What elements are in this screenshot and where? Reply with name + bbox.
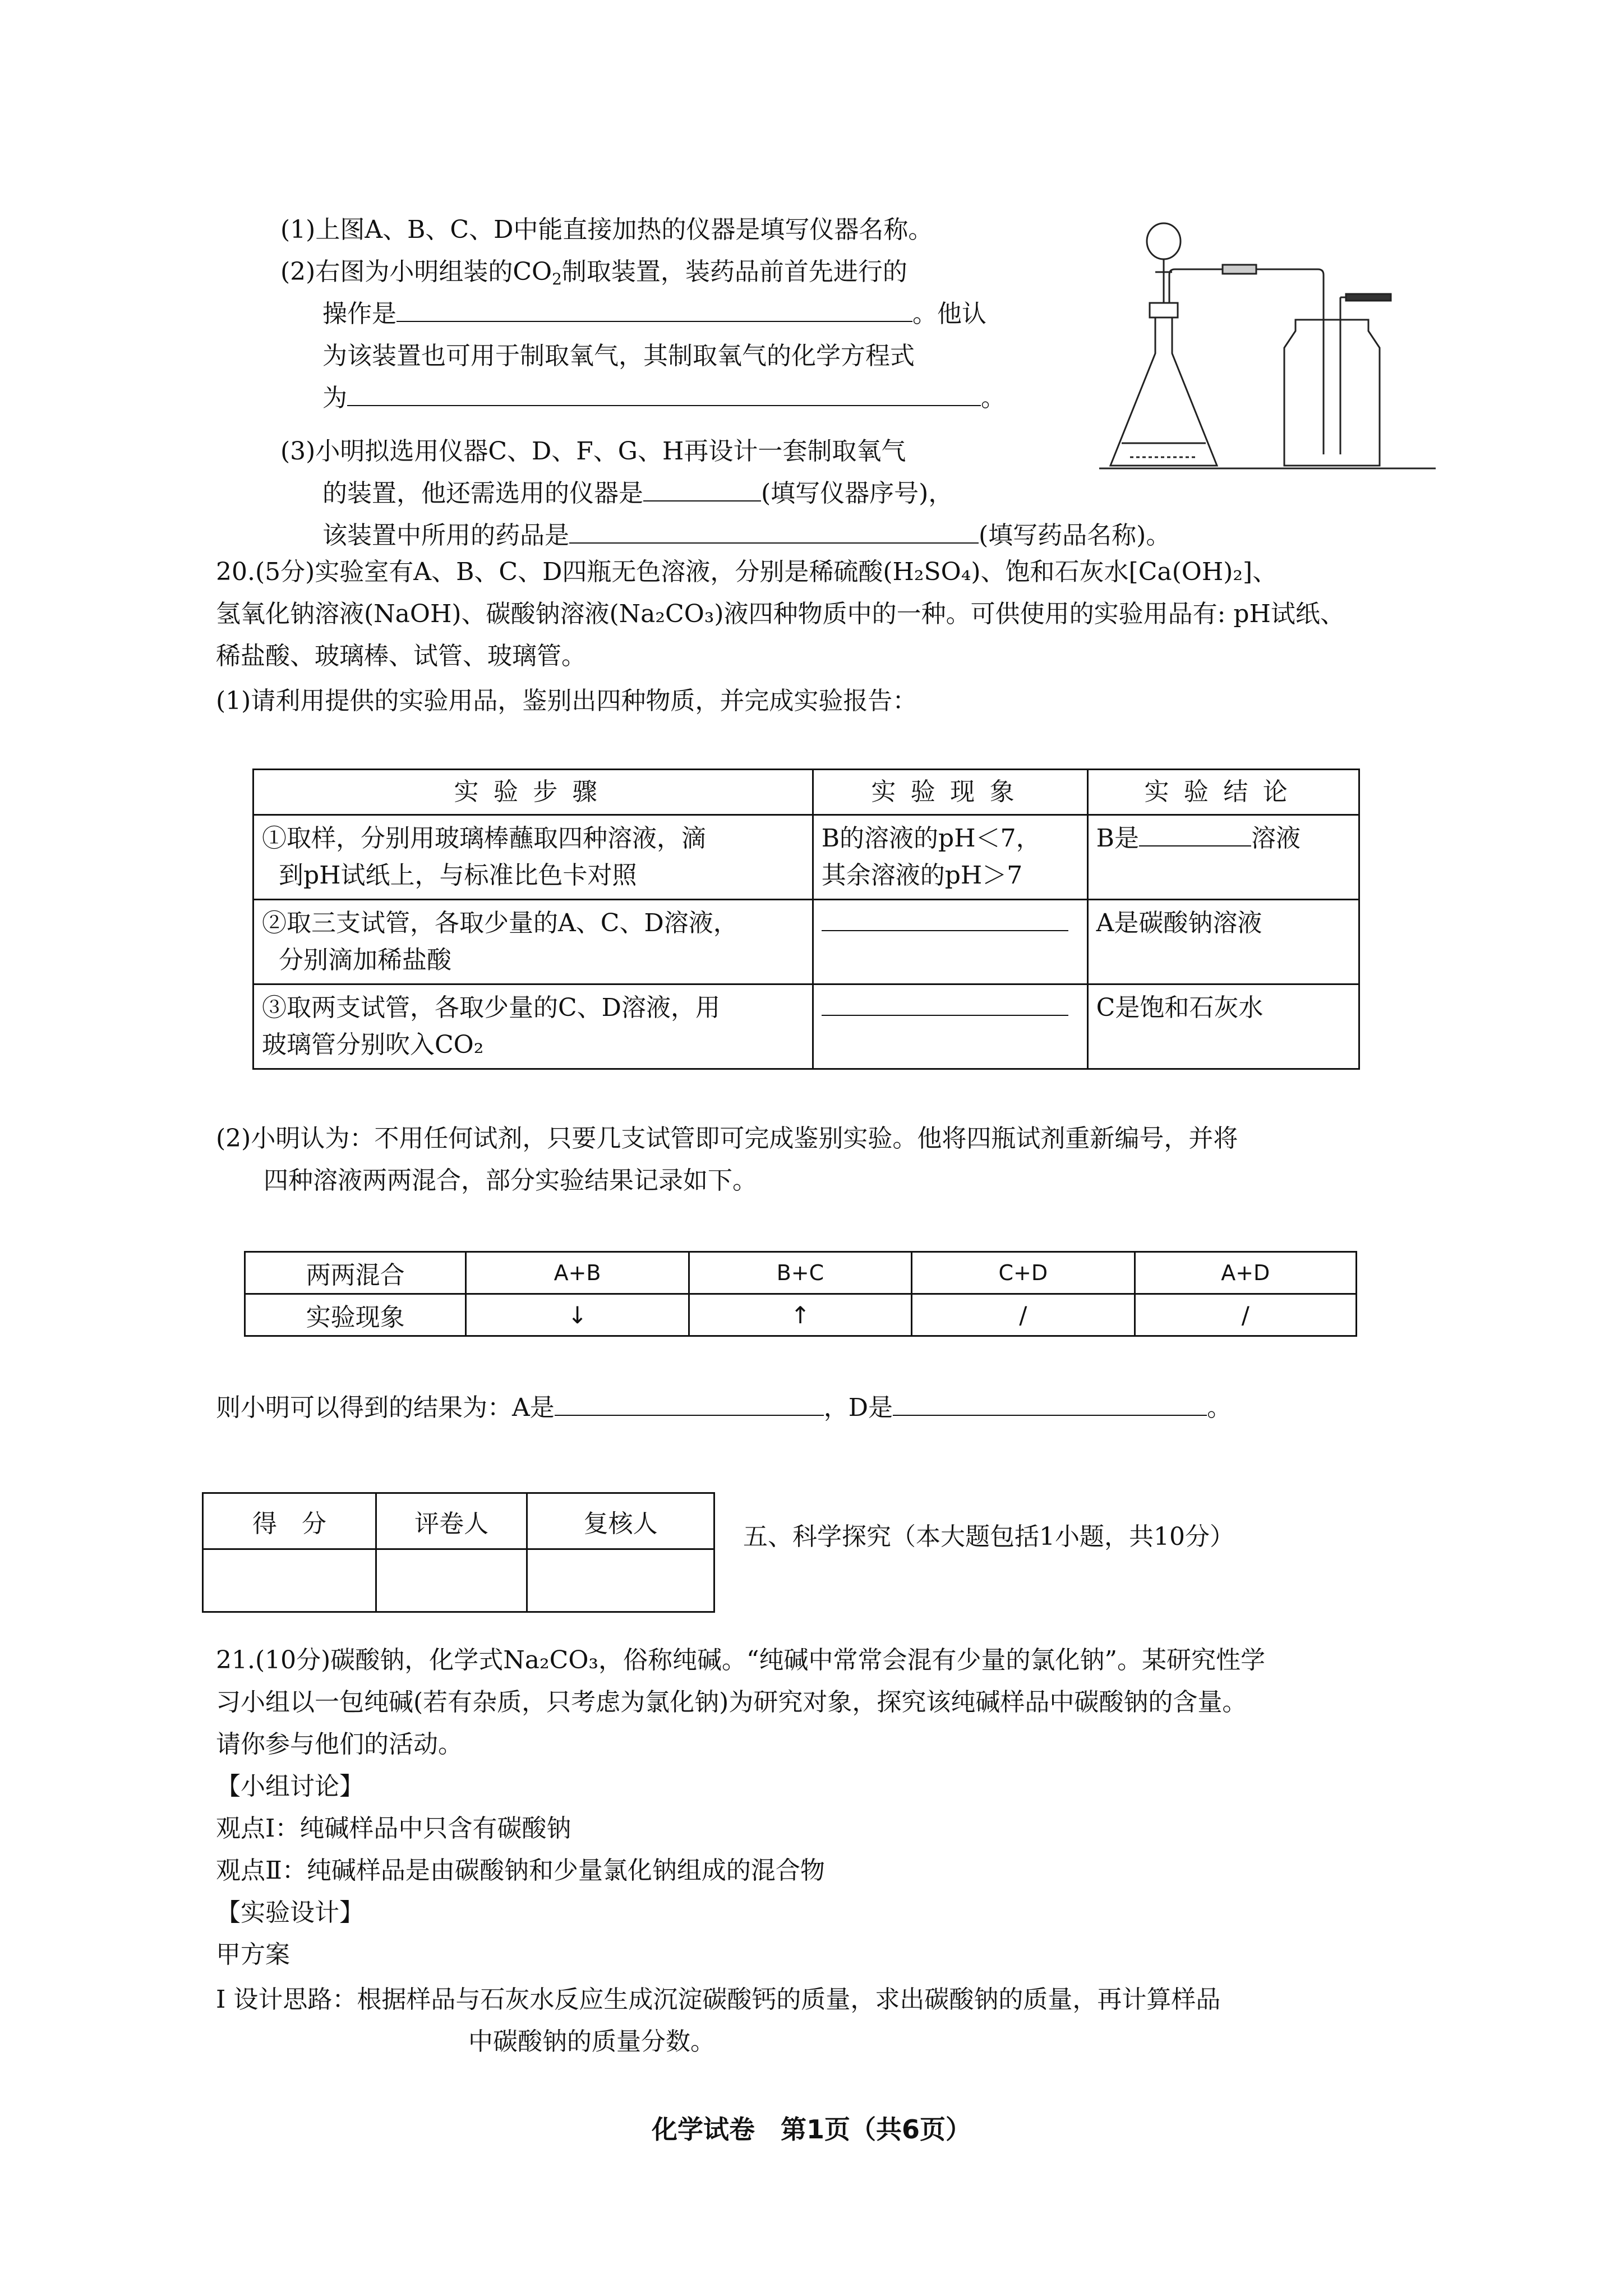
experiment-report-table: [252, 769, 1360, 1070]
score-header: 得 分: [203, 1493, 376, 1549]
answer-blank[interactable]: [555, 1392, 824, 1416]
grader-cell[interactable]: [376, 1549, 527, 1612]
q19-part2-line2: 操作是 。他认: [322, 300, 986, 328]
q20-stem-line2: 氢氧化钠溶液(NaOH)、碳酸钠溶液(Na₂CO₃)液四种物质中的一种。可供使用的实验用品有: pH试纸、: [216, 600, 1345, 628]
pair-cell: A+B: [466, 1252, 689, 1294]
pair-cell: A+D: [1135, 1252, 1356, 1294]
answer-blank[interactable]: [569, 520, 979, 544]
q20-part1-prompt: (1)请利用提供的实验用品，鉴别出四种物质，并完成实验报告：: [216, 687, 917, 715]
table-row: ②取三支试管，各取少量的A、C、D溶液， 分别滴加稀盐酸 A是碳酸钠溶液: [253, 900, 1359, 984]
q20-result-line: 则小明可以得到的结果为：A是 ，D是 。: [216, 1393, 1232, 1422]
q19-part2-line3: 为该装置也可用于制取氧气，其制取氧气的化学方程式: [322, 342, 915, 370]
q20-part2-line2: 四种溶液两两混合，部分实验结果记录如下。: [264, 1166, 757, 1195]
q20-stem-line3: 稀盐酸、玻璃棒、试管、玻璃管。: [216, 642, 586, 670]
co2-apparatus-diagram: [1099, 219, 1436, 477]
section-heading: 五、科学探究（本大题包括1小题，共10分）: [743, 1522, 1234, 1551]
answer-blank[interactable]: [347, 383, 981, 406]
q21-design-idea-line1: Ⅰ 设计思路：根据样品与石灰水反应生成沉淀碳酸钙的质量，求出碳酸钠的质量，再计算样品: [216, 1985, 1221, 2014]
header-conclusion: 实验结论: [1087, 770, 1359, 815]
q19-part3-line1: (3)小明拟选用仪器C、D、F、G、H再设计一套制取氧气: [280, 437, 906, 466]
row-label-mix: 两两混合: [245, 1252, 466, 1294]
table-row: ①取样，分别用玻璃棒蘸取四种溶液，滴 到pH试纸上，与标准比色卡对照 B的溶液的pH＜7， 其余溶液的pH＞7 B是 溶液: [253, 815, 1359, 900]
q21-viewpoint-1: 观点Ⅰ：纯碱样品中只含有碳酸钠: [216, 1814, 571, 1843]
q19-part2-line4: 为 。: [322, 384, 1006, 412]
answer-blank[interactable]: [822, 992, 1068, 1016]
q21-stem-line1: 21.(10分)碳酸钠，化学式Na₂CO₃，俗称纯碱。“纯碱中常常会混有少量的氯化钠”。某研究性学: [216, 1646, 1266, 1674]
q21-stem-line2: 习小组以一包纯碱(若有杂质，只考虑为氯化钠)为研究对象，探究该纯碱样品中碳酸钠的含量。: [216, 1688, 1247, 1717]
reviewer-header: 复核人: [527, 1493, 714, 1549]
reviewer-cell[interactable]: [527, 1549, 714, 1612]
q19-part1: (1)上图A、B、C、D中能直接加热的仪器是填写仪器名称。: [280, 215, 933, 244]
grader-header: 评卷人: [376, 1493, 527, 1549]
q21-plan-a: 甲方案: [216, 1940, 290, 1969]
q20-part2-line1: (2)小明认为：不用任何试剂，只要几支试管即可完成鉴别实验。他将四瓶试剂重新编号，并将: [216, 1124, 1238, 1153]
q21-stem-line3: 请你参与他们的活动。: [216, 1730, 463, 1759]
score-box: [202, 1492, 715, 1613]
pair-cell: C+D: [912, 1252, 1135, 1294]
q19-part2-line1: (2)右图为小明组装的$CO_2$制取装置，装药品前首先进行的: [280, 257, 907, 288]
table-row: ③取两支试管，各取少量的C、D溶液，用 玻璃管分别吹入CO₂ C是饱和石灰水: [253, 984, 1359, 1069]
q21-design-idea-line2: 中碳酸钠的质量分数。: [468, 2027, 715, 2056]
pair-cell: B+C: [689, 1252, 911, 1294]
answer-blank[interactable]: [643, 478, 761, 501]
answer-blank[interactable]: [893, 1392, 1207, 1416]
q21-design-heading: 【实验设计】: [216, 1898, 364, 1927]
q19-part3-line3: 该装置中所用的药品是 (填写药品名称)。: [322, 521, 1171, 550]
score-cell[interactable]: [203, 1549, 376, 1612]
answer-blank[interactable]: [822, 908, 1068, 931]
precipitate-arrow-icon: ↓: [466, 1294, 689, 1336]
q21-group-discussion-heading: 【小组讨论】: [216, 1772, 364, 1801]
pairwise-mixing-table: [244, 1251, 1357, 1337]
header-phenomena: 实验现象: [813, 770, 1087, 815]
q21-viewpoint-2: 观点Ⅱ：纯碱样品是由碳酸钠和少量氯化钠组成的混合物: [216, 1856, 825, 1885]
no-change-mark: /: [1135, 1294, 1356, 1336]
answer-blank[interactable]: [1139, 823, 1251, 846]
no-change-mark: /: [912, 1294, 1135, 1336]
gas-arrow-icon: ↑: [689, 1294, 911, 1336]
row-label-phenomenon: 实验现象: [245, 1294, 466, 1336]
page-footer: 化学试卷 第1页（共6页）: [651, 2114, 971, 2145]
header-steps: 实验步骤: [253, 770, 813, 815]
q20-stem-line1: 20.(5分)实验室有A、B、C、D四瓶无色溶液，分别是稀硫酸(H₂SO₄)、饱和石灰水[Ca(OH)₂]、: [216, 558, 1278, 586]
q19-part3-line2: 的装置，他还需选用的仪器是 (填写仪器序号)，: [322, 479, 953, 508]
answer-blank[interactable]: [396, 298, 912, 322]
